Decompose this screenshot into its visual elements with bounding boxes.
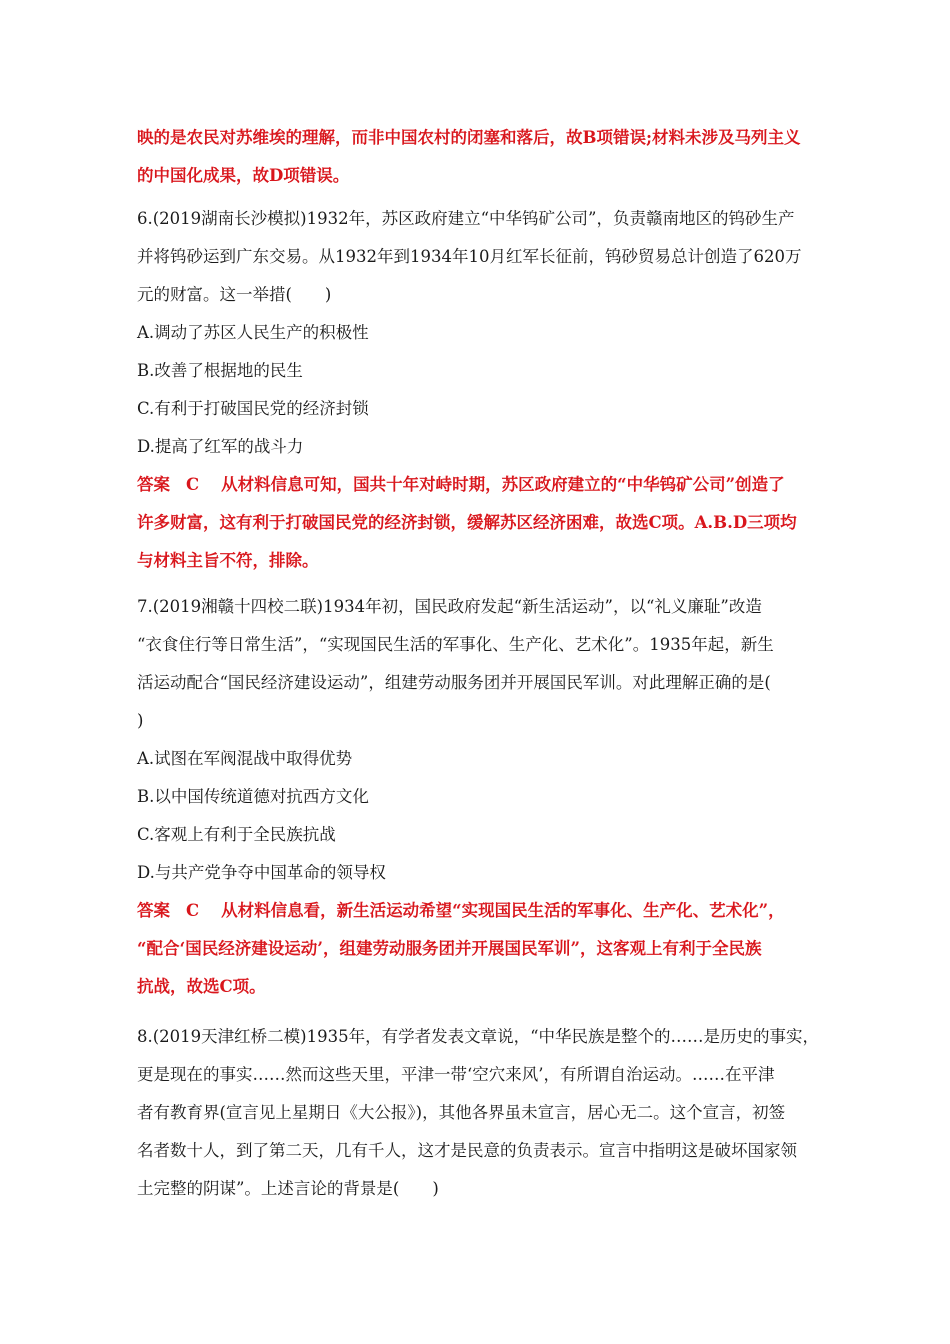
q6-answer-line [137,466,817,504]
prev-answer-line: 的中国化成果，故D项错误。 [137,166,350,185]
q6-option-b: B.改善了根据地的民生 [137,361,303,380]
q6-explain-line: 许多财富，这有利于打破国民党的经济封锁，缓解苏区经济困难，故选C项。A.B.D三项均 [137,513,797,532]
q6-stem-line: 6.(2019湖南长沙模拟)1932年，苏区政府建立“中华钨矿公司”，负责赣南地区的钨砂生产 [137,209,795,228]
q6-answer-letter: C [186,475,200,494]
q7-option-a: A.试图在军阀混战中取得优势 [137,749,353,768]
prev-answer-continuation [137,119,817,195]
q8-stem-line: 者有教育界(宣言见上星期日《大公报》)，其他各界虽未宣言，居心无二。这个宣言，初签 [137,1103,786,1122]
q7-answer-label: 答案 [137,901,170,920]
q6-option-d: D.提高了红军的战斗力 [137,437,304,456]
q7-stem-line: “衣食住行等日常生活”，“实现国民生活的军事化、生产化、艺术化”。1935年起，新生 [137,635,774,654]
q7-stem-line: ) [137,711,144,730]
q7-option-b: B.以中国传统道德对抗西方文化 [137,787,369,806]
q7-stem-line: 7.(2019湘赣十四校二联)1934年初，国民政府发起“新生活运动”，以“礼义廉耻”改造 [137,597,762,616]
q7-explain-line: 从材料信息看，新生活运动希望“实现国民生活的军事化、生产化、艺术化”， [221,901,785,920]
q7-answer-line [137,892,817,930]
q7-option-c: C.客观上有利于全民族抗战 [137,825,336,844]
q7-option-d: D.与共产党争夺中国革命的领导权 [137,863,386,882]
q7-explain-line: “配合‘国民经济建设运动’，组建劳动服务团并开展国民军训”，这客观上有利于全民族 [137,939,762,958]
prev-answer-line: 映的是农民对苏维埃的理解，而非中国农村的闭塞和落后，故B项错误;材料未涉及马列主义 [137,128,801,147]
q6-explain-line: 从材料信息可知，国共十年对峙时期，苏区政府建立的“中华钨矿公司”创造了 [221,475,785,494]
q7-answer-letter: C [186,901,200,920]
q7-explain-line: 抗战，故选C项。 [137,977,266,996]
q7-stem-line: 活运动配合“国民经济建设运动”，组建劳动服务团并开展国民军训。对此理解正确的是( [137,673,771,692]
q6-stem-line: 并将钨砂运到广东交易。从1932年到1934年10月红军长征前，钨砂贸易总计创造了620万 [137,247,802,266]
q8-stem-line: 8.(2019天津红桥二模)1935年，有学者发表文章说，“中华民族是整个的……是历史的事实， [137,1027,820,1046]
question-7 [137,588,817,1006]
q6-explain-line: 与材料主旨不符，排除。 [137,551,319,570]
question-6 [137,200,817,580]
q8-stem-line: 名者数十人，到了第二天，几有千人，这才是民意的负责表示。宣言中指明这是破坏国家领 [137,1141,797,1160]
q6-option-a: A.调动了苏区人民生产的积极性 [137,323,369,342]
q6-answer-label: 答案 [137,475,170,494]
question-8 [137,1018,820,1208]
q6-stem-line: 元的财富。这一举措( ) [137,285,332,304]
q6-option-c: C.有利于打破国民党的经济封锁 [137,399,369,418]
q8-stem-line: 更是现在的事实……然而这些天里，平津一带‘空穴来风’，有所谓自治运动。……在平津 [137,1065,775,1084]
q8-stem-line: 土完整的阴谋”。上述言论的背景是( ) [137,1179,439,1198]
